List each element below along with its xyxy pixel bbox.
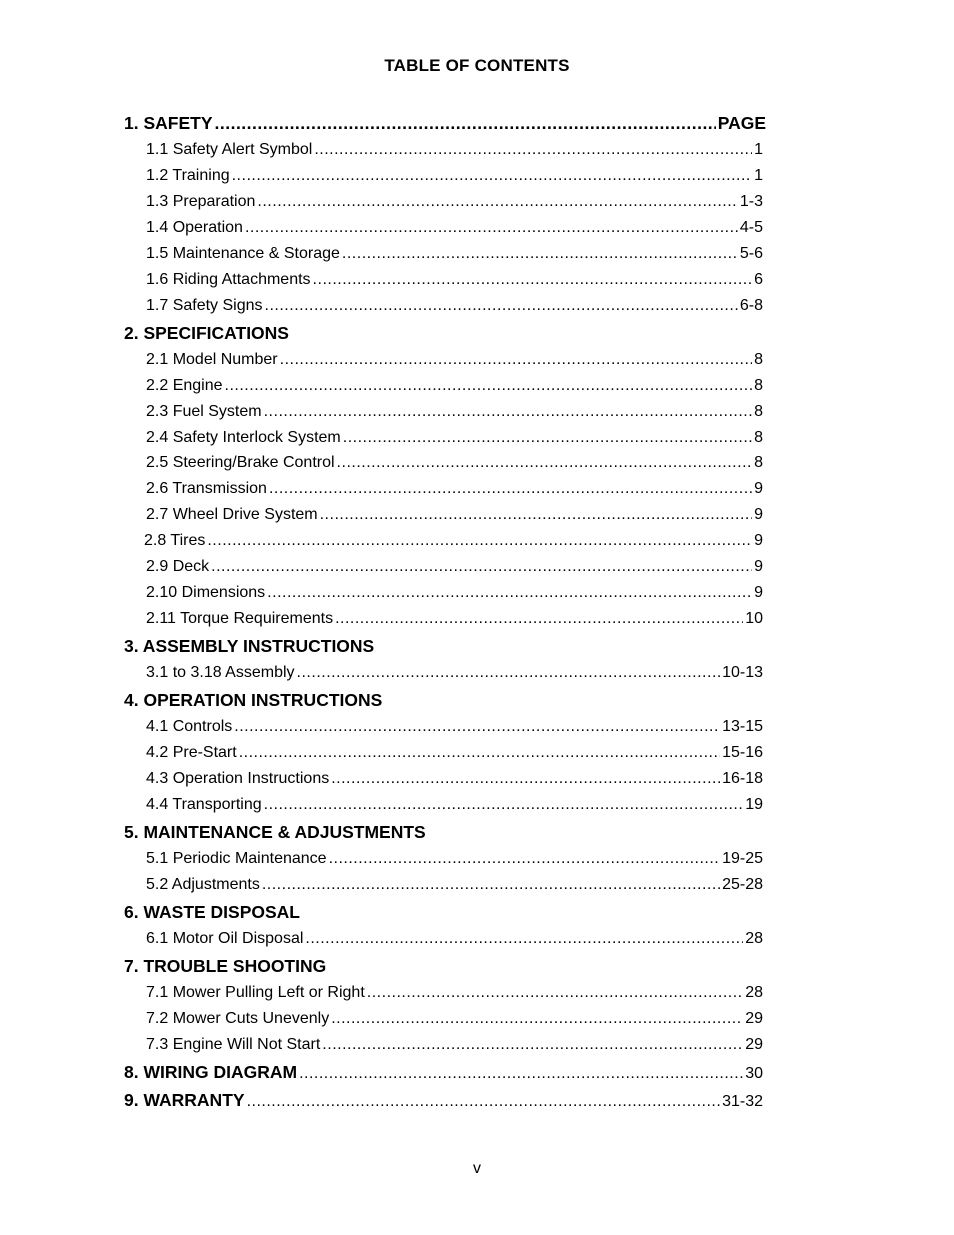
toc-entry[interactable]	[146, 796, 763, 814]
toc-entry[interactable]	[146, 664, 763, 682]
toc-entry[interactable]	[146, 403, 763, 421]
toc-entry-label: 5.1 Periodic Maintenance	[146, 850, 327, 867]
toc-entry-label: 1.6 Riding Attachments	[146, 271, 311, 288]
dot-leader	[264, 403, 752, 421]
toc-entry-label: 2.7 Wheel Drive System	[146, 506, 318, 523]
toc-entry-page: 29	[745, 1010, 763, 1027]
dot-leader	[245, 219, 738, 237]
section-heading[interactable]: 7. TROUBLE SHOOTING	[124, 956, 327, 976]
toc-entry-label: 4.1 Controls	[146, 718, 233, 735]
toc-entry-label: 2.3 Fuel System	[146, 403, 262, 420]
toc-entry-page: 28	[745, 984, 763, 1001]
toc-entry-label: 6.1 Motor Oil Disposal	[146, 930, 304, 947]
toc-entry-label: 1.7 Safety Signs	[146, 297, 263, 314]
toc-entry-page: 30	[745, 1065, 763, 1082]
dot-leader	[322, 1036, 743, 1054]
toc-entry-page: 6	[754, 271, 763, 288]
toc-entry-page: 8	[754, 403, 763, 420]
toc-entry[interactable]	[146, 744, 763, 762]
section-heading: 1. SAFETY	[124, 113, 213, 133]
toc-entry-page: 4-5	[739, 219, 763, 236]
toc-entry[interactable]	[146, 141, 763, 159]
dot-leader	[257, 193, 737, 211]
toc-entry-label: 2.2 Engine	[146, 377, 223, 394]
page-column-label: PAGE	[717, 113, 766, 133]
dot-leader	[262, 876, 720, 894]
section-heading[interactable]: 5. MAINTENANCE & ADJUSTMENTS	[124, 822, 426, 842]
section-heading: 8. WIRING DIAGRAM	[124, 1062, 298, 1082]
toc-entry-page: 10	[745, 610, 763, 627]
toc-entry-label: 4.4 Transporting	[146, 796, 262, 813]
toc-entry[interactable]	[146, 770, 763, 788]
toc-entry-page: 8	[754, 429, 763, 446]
dot-leader	[232, 167, 752, 185]
toc-entry-label: 4.2 Pre-Start	[146, 744, 237, 761]
dot-leader	[343, 429, 752, 447]
section-heading[interactable]: 2. SPECIFICATIONS	[124, 323, 289, 343]
toc-entry-page: 8	[754, 454, 763, 471]
toc-entry-warranty[interactable]	[124, 1090, 763, 1111]
page-number: v	[473, 1160, 481, 1177]
toc-entry-page: 10-13	[722, 664, 763, 681]
toc-entry[interactable]	[146, 584, 763, 602]
toc-entry-page: 13-15	[722, 718, 763, 735]
toc-entry[interactable]	[146, 506, 763, 524]
toc-entry-page: 29	[745, 1036, 763, 1053]
toc-entry-label: 3.1 to 3.18 Assembly	[146, 664, 295, 681]
toc-entry-label: 2.11 Torque Requirements	[146, 610, 334, 627]
toc-entry-label: 1.5 Maintenance & Storage	[146, 245, 340, 262]
toc-entry-label: 2.5 Steering/Brake Control	[146, 454, 335, 471]
dot-leader	[269, 480, 752, 498]
toc-entry-page: 1-3	[739, 193, 763, 210]
toc-entry-label: 1.1 Safety Alert Symbol	[146, 141, 313, 158]
toc-entry[interactable]	[146, 610, 763, 628]
toc-title: TABLE OF CONTENTS	[384, 56, 570, 75]
dot-leader	[314, 141, 752, 159]
toc-entry[interactable]	[146, 718, 763, 736]
toc-entry-label: 2.4 Safety Interlock System	[146, 429, 341, 446]
toc-entry[interactable]	[146, 167, 763, 185]
toc-entry-page: 9	[754, 506, 763, 523]
toc-entry[interactable]	[146, 876, 763, 894]
dot-leader	[305, 930, 743, 948]
toc-entry[interactable]	[146, 271, 763, 289]
toc-entry-page: 31-32	[722, 1093, 763, 1110]
dot-leader	[207, 532, 752, 550]
toc-entry-wiring[interactable]	[124, 1062, 763, 1083]
dot-leader	[265, 297, 738, 315]
toc-entry-page: 15-16	[722, 744, 763, 761]
section-heading[interactable]: 3. ASSEMBLY INSTRUCTIONS	[124, 636, 375, 656]
toc-entry[interactable]	[146, 930, 763, 948]
toc-entry-label: 1.3 Preparation	[146, 193, 256, 210]
toc-entry-label: 7.1 Mower Pulling Left or Right	[146, 984, 365, 1001]
toc-entry[interactable]	[146, 1010, 763, 1028]
dot-leader	[239, 744, 720, 762]
toc-entry-page: 28	[745, 930, 763, 947]
toc-entry-page: 1	[754, 167, 763, 184]
toc-entry-label: 7.3 Engine Will Not Start	[146, 1036, 321, 1053]
toc-entry-label: 7.2 Mower Cuts Unevenly	[146, 1010, 330, 1027]
toc-entry[interactable]	[146, 377, 763, 395]
toc-entry-page: 9	[754, 558, 763, 575]
toc-entry[interactable]	[146, 558, 763, 576]
toc-entry[interactable]	[146, 480, 763, 498]
dot-leader	[264, 796, 744, 814]
toc-entry-page: 8	[754, 377, 763, 394]
toc-entry[interactable]	[146, 219, 763, 237]
toc-entry-page: 25-28	[722, 876, 763, 893]
toc-entry-page: 19	[745, 796, 763, 813]
toc-entry-page: 6-8	[739, 297, 763, 314]
section-heading[interactable]: 4. OPERATION INSTRUCTIONS	[124, 690, 383, 710]
toc-entry-label: 5.2 Adjustments	[146, 876, 260, 893]
dot-leader	[331, 1010, 743, 1028]
toc-entry[interactable]	[146, 850, 763, 868]
toc-entry-page: 8	[754, 351, 763, 368]
dot-leader	[215, 113, 716, 134]
section-heading: 9. WARRANTY	[124, 1090, 245, 1110]
toc-entry-label: 2.1 Model Number	[146, 351, 278, 368]
toc-entry[interactable]	[146, 429, 763, 447]
toc-entry[interactable]	[146, 297, 763, 315]
dot-leader	[313, 271, 753, 289]
toc-entry-page: 19-25	[722, 850, 763, 867]
toc-entry-page: 9	[754, 480, 763, 497]
toc-entry[interactable]	[146, 351, 763, 369]
toc-entry-page: 16-18	[722, 770, 763, 787]
dot-leader	[342, 245, 738, 263]
toc-entry-label: 2.6 Transmission	[146, 480, 267, 497]
toc-entry-page: 9	[754, 584, 763, 601]
toc-entry[interactable]	[146, 454, 763, 472]
toc-entry[interactable]	[146, 245, 763, 263]
toc-entry-label: 2.9 Deck	[146, 558, 210, 575]
toc-entry-label: 2.10 Dimensions	[146, 584, 266, 601]
toc-entry-page: 9	[754, 532, 763, 549]
toc-entry-page: 1	[754, 141, 763, 158]
toc-entry[interactable]	[146, 1036, 763, 1054]
dot-leader	[225, 377, 753, 395]
section-heading[interactable]: 6. WASTE DISPOSAL	[124, 902, 300, 922]
dot-leader	[267, 584, 752, 602]
dot-leader	[329, 850, 721, 868]
dot-leader	[335, 610, 743, 628]
dot-leader	[320, 506, 752, 524]
dot-leader	[297, 664, 721, 682]
dot-leader	[299, 1065, 743, 1083]
toc-entry[interactable]	[144, 532, 763, 550]
toc-entry-label: 4.3 Operation Instructions	[146, 770, 330, 787]
toc-header-safety[interactable]	[124, 113, 766, 134]
dot-leader	[211, 558, 752, 576]
toc-entry[interactable]	[146, 984, 763, 1002]
toc-entry-label: 1.2 Training	[146, 167, 230, 184]
dot-leader	[247, 1093, 721, 1111]
dot-leader	[280, 351, 752, 369]
toc-entry-label: 1.4 Operation	[146, 219, 243, 236]
dot-leader	[331, 770, 720, 788]
toc-entry[interactable]	[146, 193, 763, 211]
toc-entry-label: 2.8 Tires	[144, 532, 206, 549]
dot-leader	[234, 718, 720, 736]
dot-leader	[367, 984, 743, 1002]
dot-leader	[337, 454, 753, 472]
toc-entry-page: 5-6	[739, 245, 763, 262]
